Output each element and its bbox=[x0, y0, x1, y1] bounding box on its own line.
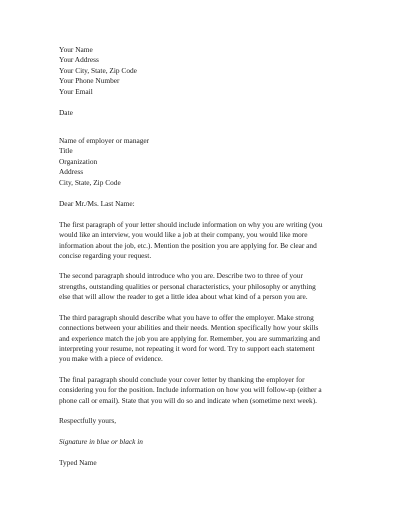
paragraph-line: and experience match the job you are applying for. Remember, you are summarizing and bbox=[59, 333, 320, 343]
paragraph-offer bbox=[59, 313, 355, 365]
recipient-address: Address bbox=[59, 167, 84, 177]
sender-city-state-zip: Your City, State, Zip Code bbox=[59, 65, 137, 75]
sender-address: Your Address bbox=[59, 55, 99, 65]
recipient-name: Name of employer or manager bbox=[59, 136, 150, 146]
paragraph-line: concise regarding your request. bbox=[59, 251, 152, 261]
paragraph-line: else that will allow the reader to get a little idea about what kind of a person you are. bbox=[59, 292, 308, 302]
paragraph-conclusion bbox=[59, 375, 355, 406]
paragraph-about-you bbox=[59, 271, 355, 302]
recipient-city-state-zip: City, State, Zip Code bbox=[59, 177, 121, 187]
paragraph-line: considering you for the position. Include information on how you will follow-up (either a bbox=[59, 385, 322, 395]
closing: Respectfully yours, bbox=[59, 416, 117, 426]
paragraph-intro bbox=[59, 220, 355, 262]
paragraph-line: The third paragraph should describe what you have to offer the employer. Make strong bbox=[59, 312, 314, 322]
salutation: Dear Mr./Ms. Last Name: bbox=[59, 198, 135, 208]
paragraph-line: information about the job, etc.). Mention the position you are applying for. Be clear and bbox=[59, 240, 317, 250]
paragraph-line: phone call or email). State that you will do so and indicate when (sometime next week). bbox=[59, 395, 317, 405]
sender-name: Your Name bbox=[59, 45, 93, 54]
paragraph-line: interpreting your resume, not repeating it word for word. Try to support each statement bbox=[59, 343, 315, 353]
letter-date: Date bbox=[59, 107, 73, 117]
paragraph-line: you make with a piece of evidence. bbox=[59, 354, 163, 364]
signature-note: Signature in blue or black in bbox=[59, 437, 143, 447]
recipient-block bbox=[59, 136, 355, 188]
paragraph-line: The final paragraph should conclude your cover letter by thanking the employer for bbox=[59, 374, 305, 384]
sender-phone: Your Phone Number bbox=[59, 76, 120, 86]
paragraph-line: The first paragraph of your letter should include information on why you are writing (you bbox=[59, 219, 323, 229]
recipient-organization: Organization bbox=[59, 156, 98, 166]
recipient-title: Title bbox=[59, 146, 73, 156]
paragraph-line: connections between your abilities and their needs. Mention specifically how your skills bbox=[59, 323, 319, 333]
sender-block bbox=[59, 45, 355, 97]
cover-letter bbox=[59, 45, 355, 468]
paragraph-line: The second paragraph should introduce who you are. Describe two to three of your bbox=[59, 271, 303, 281]
typed-name: Typed Name bbox=[59, 457, 97, 467]
sender-email: Your Email bbox=[59, 86, 93, 96]
paragraph-line: strengths, outstanding qualities or personal characteristics, your philosophy or anything bbox=[59, 281, 316, 291]
paragraph-line: would like an interview, you would like a job at their company, you would like more bbox=[59, 230, 308, 240]
